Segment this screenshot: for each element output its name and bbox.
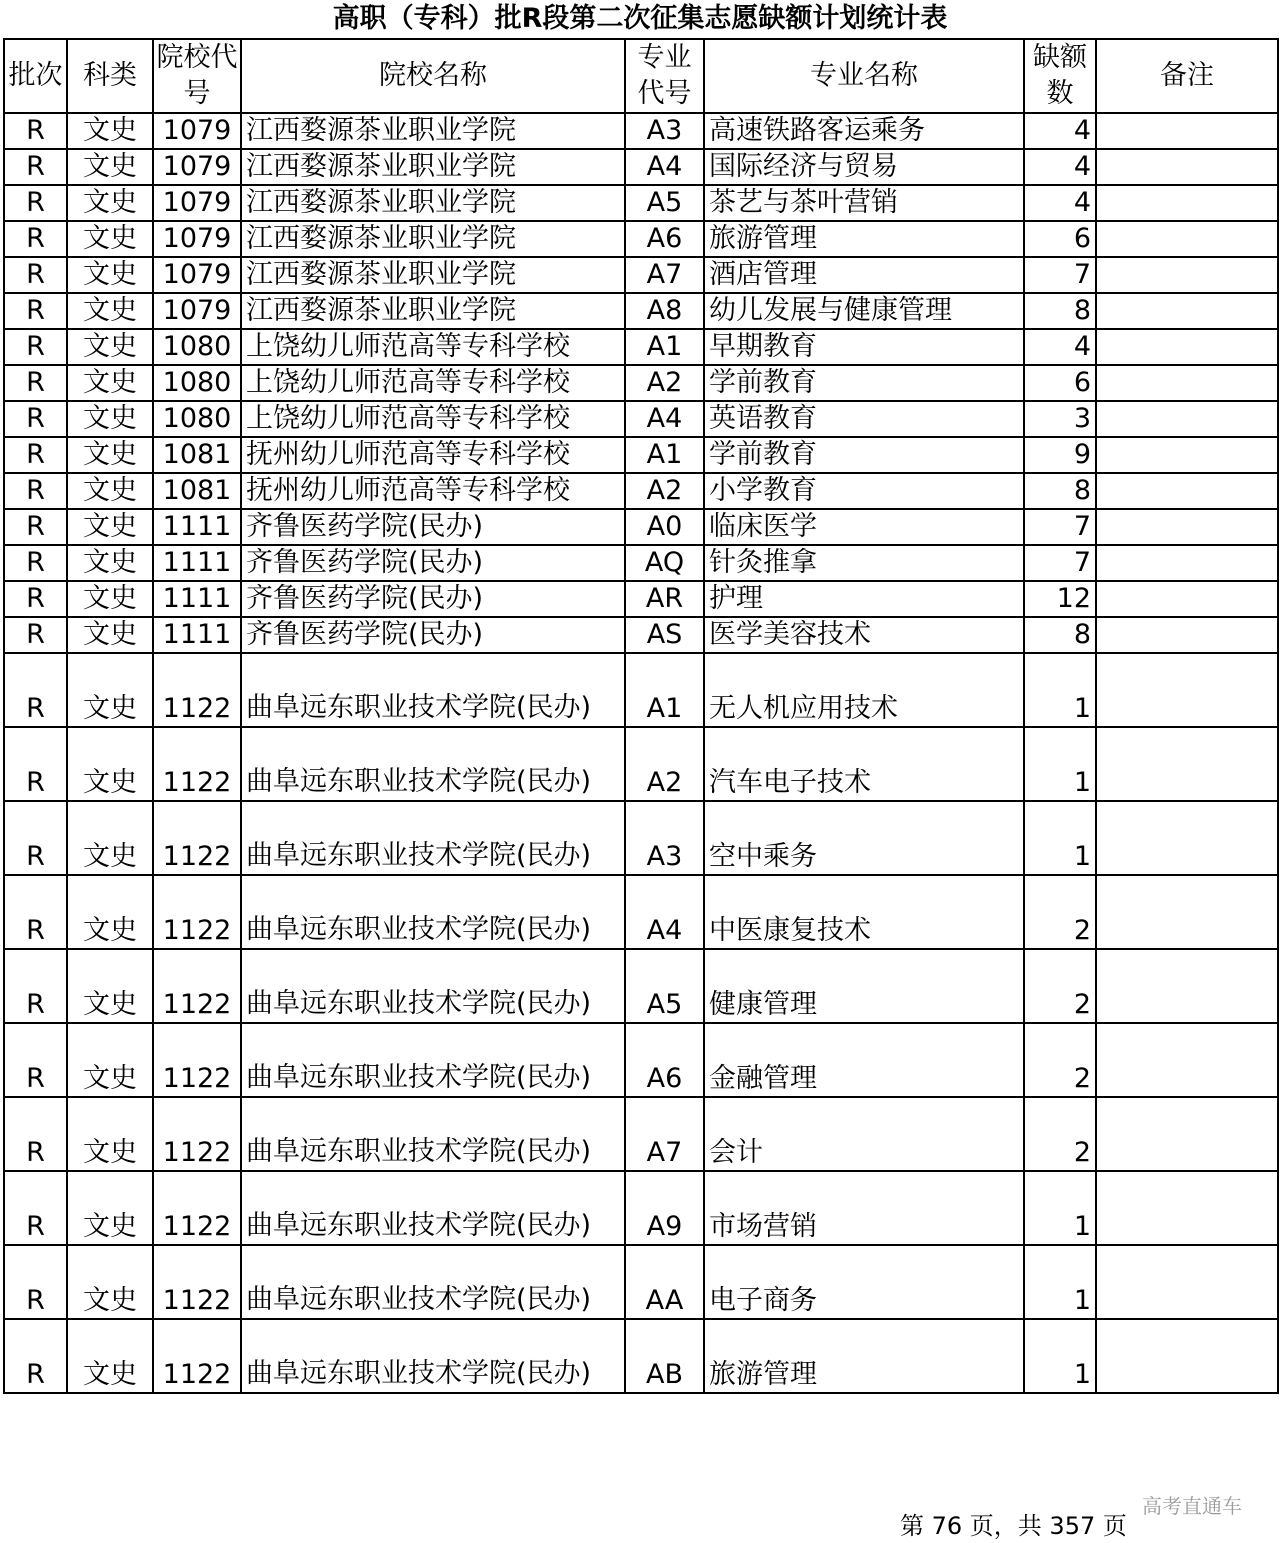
cell-major-name: 小学教育 <box>704 473 1024 509</box>
cell-vacancies: 1 <box>1024 801 1096 875</box>
cell-school-code: 1122 <box>153 1245 241 1319</box>
header-batch: 批次 <box>4 39 67 113</box>
table-row <box>4 113 1278 149</box>
cell-batch: R <box>4 509 67 545</box>
cell-category: 文史 <box>67 221 153 257</box>
cell-category: 文史 <box>67 949 153 1023</box>
cell-batch: R <box>4 801 67 875</box>
cell-major-name: 护理 <box>704 581 1024 617</box>
cell-school-code: 1081 <box>153 473 241 509</box>
cell-major-name: 高速铁路客运乘务 <box>704 113 1024 149</box>
cell-major-name: 中医康复技术 <box>704 875 1024 949</box>
cell-category: 文史 <box>67 545 153 581</box>
cell-vacancies: 2 <box>1024 875 1096 949</box>
cell-school-name: 上饶幼儿师范高等专科学校 <box>241 329 625 365</box>
cell-school-name: 曲阜远东职业技术学院(民办) <box>241 949 625 1023</box>
cell-school-name: 抚州幼儿师范高等专科学校 <box>241 473 625 509</box>
cell-major-code: AQ <box>625 545 704 581</box>
cell-school-name: 曲阜远东职业技术学院(民办) <box>241 1171 625 1245</box>
cell-remarks <box>1096 437 1278 473</box>
cell-remarks <box>1096 875 1278 949</box>
cell-school-name: 曲阜远东职业技术学院(民办) <box>241 1245 625 1319</box>
cell-major-code: A6 <box>625 1023 704 1097</box>
cell-vacancies: 6 <box>1024 221 1096 257</box>
cell-school-code: 1111 <box>153 545 241 581</box>
cell-school-code: 1122 <box>153 1171 241 1245</box>
cell-batch: R <box>4 401 67 437</box>
header-category: 科类 <box>67 39 153 113</box>
cell-school-name: 曲阜远东职业技术学院(民办) <box>241 1319 625 1393</box>
cell-major-code: A6 <box>625 221 704 257</box>
cell-batch: R <box>4 545 67 581</box>
cell-major-name: 金融管理 <box>704 1023 1024 1097</box>
cell-category: 文史 <box>67 257 153 293</box>
cell-school-name: 江西婺源茶业职业学院 <box>241 257 625 293</box>
cell-remarks <box>1096 365 1278 401</box>
cell-school-name: 上饶幼儿师范高等专科学校 <box>241 401 625 437</box>
cell-school-name: 齐鲁医药学院(民办) <box>241 581 625 617</box>
cell-school-name: 江西婺源茶业职业学院 <box>241 185 625 221</box>
table-row <box>4 257 1278 293</box>
cell-school-code: 1111 <box>153 509 241 545</box>
cell-batch: R <box>4 437 67 473</box>
cell-vacancies: 7 <box>1024 257 1096 293</box>
page-number: 第 76 页，共 357 页 <box>900 1512 1127 1540</box>
cell-major-code: A2 <box>625 727 704 801</box>
cell-remarks <box>1096 1023 1278 1097</box>
table-row <box>4 545 1278 581</box>
cell-school-name: 曲阜远东职业技术学院(民办) <box>241 1023 625 1097</box>
cell-vacancies: 6 <box>1024 365 1096 401</box>
cell-vacancies: 1 <box>1024 1245 1096 1319</box>
cell-batch: R <box>4 727 67 801</box>
cell-batch: R <box>4 1023 67 1097</box>
table-row <box>4 185 1278 221</box>
cell-school-code: 1122 <box>153 801 241 875</box>
cell-school-code: 1122 <box>153 727 241 801</box>
cell-batch: R <box>4 617 67 653</box>
table-row <box>4 293 1278 329</box>
table-row <box>4 1171 1278 1245</box>
cell-major-code: A2 <box>625 365 704 401</box>
cell-school-code: 1122 <box>153 1097 241 1171</box>
cell-vacancies: 4 <box>1024 185 1096 221</box>
cell-batch: R <box>4 365 67 401</box>
cell-major-code: A7 <box>625 257 704 293</box>
table-row <box>4 1245 1278 1319</box>
table-row <box>4 801 1278 875</box>
cell-batch: R <box>4 875 67 949</box>
cell-school-code: 1079 <box>153 113 241 149</box>
cell-category: 文史 <box>67 581 153 617</box>
cell-school-code: 1111 <box>153 581 241 617</box>
cell-major-name: 幼儿发展与健康管理 <box>704 293 1024 329</box>
cell-school-code: 1111 <box>153 617 241 653</box>
cell-vacancies: 2 <box>1024 1023 1096 1097</box>
cell-batch: R <box>4 581 67 617</box>
cell-remarks <box>1096 581 1278 617</box>
cell-major-code: A7 <box>625 1097 704 1171</box>
cell-remarks <box>1096 473 1278 509</box>
cell-category: 文史 <box>67 1023 153 1097</box>
cell-major-name: 临床医学 <box>704 509 1024 545</box>
cell-remarks <box>1096 185 1278 221</box>
cell-major-code: A1 <box>625 437 704 473</box>
cell-remarks <box>1096 221 1278 257</box>
cell-batch: R <box>4 473 67 509</box>
table-row <box>4 653 1278 727</box>
cell-remarks <box>1096 727 1278 801</box>
table-row <box>4 473 1278 509</box>
cell-school-code: 1122 <box>153 1319 241 1393</box>
cell-major-code: A4 <box>625 149 704 185</box>
cell-remarks <box>1096 1319 1278 1393</box>
cell-vacancies: 4 <box>1024 329 1096 365</box>
table-row <box>4 875 1278 949</box>
cell-vacancies: 8 <box>1024 473 1096 509</box>
cell-category: 文史 <box>67 473 153 509</box>
header-vacancies: 缺额数 <box>1024 39 1096 113</box>
header-school-code: 院校代号 <box>153 39 241 113</box>
cell-batch: R <box>4 185 67 221</box>
cell-remarks <box>1096 653 1278 727</box>
cell-major-name: 医学美容技术 <box>704 617 1024 653</box>
cell-major-name: 健康管理 <box>704 949 1024 1023</box>
cell-remarks <box>1096 949 1278 1023</box>
cell-major-name: 旅游管理 <box>704 221 1024 257</box>
cell-vacancies: 2 <box>1024 1097 1096 1171</box>
cell-vacancies: 7 <box>1024 545 1096 581</box>
cell-vacancies: 1 <box>1024 727 1096 801</box>
cell-major-name: 酒店管理 <box>704 257 1024 293</box>
table-row <box>4 727 1278 801</box>
cell-major-name: 会计 <box>704 1097 1024 1171</box>
cell-major-code: A4 <box>625 401 704 437</box>
cell-vacancies: 2 <box>1024 949 1096 1023</box>
table-row <box>4 221 1278 257</box>
cell-school-name: 曲阜远东职业技术学院(民办) <box>241 875 625 949</box>
cell-vacancies: 12 <box>1024 581 1096 617</box>
cell-batch: R <box>4 653 67 727</box>
cell-school-name: 抚州幼儿师范高等专科学校 <box>241 437 625 473</box>
cell-category: 文史 <box>67 653 153 727</box>
cell-category: 文史 <box>67 617 153 653</box>
cell-school-name: 江西婺源茶业职业学院 <box>241 113 625 149</box>
cell-category: 文史 <box>67 401 153 437</box>
cell-school-code: 1081 <box>153 437 241 473</box>
cell-major-code: AB <box>625 1319 704 1393</box>
header-school-name: 院校名称 <box>241 39 625 113</box>
cell-major-code: A5 <box>625 185 704 221</box>
cell-category: 文史 <box>67 329 153 365</box>
cell-major-name: 学前教育 <box>704 437 1024 473</box>
cell-batch: R <box>4 221 67 257</box>
table-row <box>4 1319 1278 1393</box>
header-major-name: 专业名称 <box>704 39 1024 113</box>
table-row <box>4 1097 1278 1171</box>
cell-school-code: 1122 <box>153 1023 241 1097</box>
table-header-row <box>4 39 1278 113</box>
cell-school-code: 1079 <box>153 149 241 185</box>
cell-major-name: 电子商务 <box>704 1245 1024 1319</box>
cell-remarks <box>1096 801 1278 875</box>
page-title: 高职（专科）批R段第二次征集志愿缺额计划统计表 <box>332 3 948 34</box>
cell-major-code: AR <box>625 581 704 617</box>
cell-school-name: 曲阜远东职业技术学院(民办) <box>241 801 625 875</box>
cell-major-code: A5 <box>625 949 704 1023</box>
cell-school-name: 曲阜远东职业技术学院(民办) <box>241 653 625 727</box>
vacancy-plan-table <box>3 38 1279 1394</box>
table-row <box>4 581 1278 617</box>
cell-remarks <box>1096 545 1278 581</box>
table-row <box>4 365 1278 401</box>
cell-school-code: 1079 <box>153 293 241 329</box>
cell-school-name: 江西婺源茶业职业学院 <box>241 221 625 257</box>
cell-school-name: 齐鲁医药学院(民办) <box>241 545 625 581</box>
cell-school-code: 1079 <box>153 257 241 293</box>
cell-remarks <box>1096 1245 1278 1319</box>
cell-school-code: 1079 <box>153 185 241 221</box>
table-row <box>4 1023 1278 1097</box>
table-row <box>4 509 1278 545</box>
cell-major-code: A8 <box>625 293 704 329</box>
cell-category: 文史 <box>67 1245 153 1319</box>
cell-category: 文史 <box>67 293 153 329</box>
watermark-text: 高考直通车 <box>1142 1494 1242 1518</box>
table-row <box>4 401 1278 437</box>
cell-batch: R <box>4 1245 67 1319</box>
table-row <box>4 149 1278 185</box>
cell-remarks <box>1096 1097 1278 1171</box>
cell-batch: R <box>4 1097 67 1171</box>
cell-school-name: 江西婺源茶业职业学院 <box>241 149 625 185</box>
cell-vacancies: 8 <box>1024 617 1096 653</box>
cell-school-name: 上饶幼儿师范高等专科学校 <box>241 365 625 401</box>
cell-category: 文史 <box>67 1319 153 1393</box>
cell-major-code: A1 <box>625 329 704 365</box>
cell-school-name: 曲阜远东职业技术学院(民办) <box>241 727 625 801</box>
cell-category: 文史 <box>67 149 153 185</box>
cell-batch: R <box>4 293 67 329</box>
cell-vacancies: 1 <box>1024 1319 1096 1393</box>
cell-remarks <box>1096 149 1278 185</box>
cell-category: 文史 <box>67 875 153 949</box>
cell-remarks <box>1096 509 1278 545</box>
header-major-code: 专业代号 <box>625 39 704 113</box>
cell-batch: R <box>4 329 67 365</box>
cell-batch: R <box>4 1319 67 1393</box>
table-row <box>4 949 1278 1023</box>
cell-major-code: A3 <box>625 801 704 875</box>
cell-batch: R <box>4 1171 67 1245</box>
cell-batch: R <box>4 113 67 149</box>
cell-major-name: 无人机应用技术 <box>704 653 1024 727</box>
cell-vacancies: 1 <box>1024 1171 1096 1245</box>
cell-major-name: 空中乘务 <box>704 801 1024 875</box>
header-remarks: 备注 <box>1096 39 1278 113</box>
cell-school-name: 齐鲁医药学院(民办) <box>241 617 625 653</box>
cell-category: 文史 <box>67 437 153 473</box>
cell-school-code: 1122 <box>153 949 241 1023</box>
cell-category: 文史 <box>67 185 153 221</box>
cell-major-name: 英语教育 <box>704 401 1024 437</box>
cell-remarks <box>1096 113 1278 149</box>
cell-major-name: 旅游管理 <box>704 1319 1024 1393</box>
cell-batch: R <box>4 949 67 1023</box>
cell-vacancies: 4 <box>1024 149 1096 185</box>
table-row <box>4 437 1278 473</box>
cell-vacancies: 7 <box>1024 509 1096 545</box>
cell-school-code: 1080 <box>153 401 241 437</box>
cell-major-code: A4 <box>625 875 704 949</box>
cell-major-code: AA <box>625 1245 704 1319</box>
cell-major-code: A3 <box>625 113 704 149</box>
cell-vacancies: 3 <box>1024 401 1096 437</box>
cell-category: 文史 <box>67 727 153 801</box>
cell-remarks <box>1096 1171 1278 1245</box>
table-body <box>4 113 1278 1393</box>
cell-major-code: A2 <box>625 473 704 509</box>
cell-category: 文史 <box>67 365 153 401</box>
table-row <box>4 617 1278 653</box>
cell-category: 文史 <box>67 1171 153 1245</box>
cell-remarks <box>1096 257 1278 293</box>
cell-school-code: 1079 <box>153 221 241 257</box>
cell-school-name: 曲阜远东职业技术学院(民办) <box>241 1097 625 1171</box>
cell-remarks <box>1096 401 1278 437</box>
cell-category: 文史 <box>67 1097 153 1171</box>
cell-school-name: 齐鲁医药学院(民办) <box>241 509 625 545</box>
cell-school-name: 江西婺源茶业职业学院 <box>241 293 625 329</box>
cell-category: 文史 <box>67 801 153 875</box>
cell-major-name: 国际经济与贸易 <box>704 149 1024 185</box>
cell-major-code: A1 <box>625 653 704 727</box>
cell-category: 文史 <box>67 113 153 149</box>
cell-batch: R <box>4 149 67 185</box>
cell-major-name: 学前教育 <box>704 365 1024 401</box>
cell-vacancies: 4 <box>1024 113 1096 149</box>
cell-school-code: 1080 <box>153 329 241 365</box>
cell-school-code: 1122 <box>153 875 241 949</box>
table-row <box>4 329 1278 365</box>
cell-remarks <box>1096 329 1278 365</box>
cell-major-name: 市场营销 <box>704 1171 1024 1245</box>
cell-school-code: 1080 <box>153 365 241 401</box>
cell-major-name: 针灸推拿 <box>704 545 1024 581</box>
cell-major-code: A0 <box>625 509 704 545</box>
cell-major-name: 早期教育 <box>704 329 1024 365</box>
cell-remarks <box>1096 617 1278 653</box>
cell-vacancies: 9 <box>1024 437 1096 473</box>
cell-major-name: 茶艺与茶叶营销 <box>704 185 1024 221</box>
cell-major-code: AS <box>625 617 704 653</box>
cell-vacancies: 1 <box>1024 653 1096 727</box>
cell-school-code: 1122 <box>153 653 241 727</box>
cell-major-code: A9 <box>625 1171 704 1245</box>
cell-major-name: 汽车电子技术 <box>704 727 1024 801</box>
cell-vacancies: 8 <box>1024 293 1096 329</box>
cell-category: 文史 <box>67 509 153 545</box>
cell-remarks <box>1096 293 1278 329</box>
cell-batch: R <box>4 257 67 293</box>
